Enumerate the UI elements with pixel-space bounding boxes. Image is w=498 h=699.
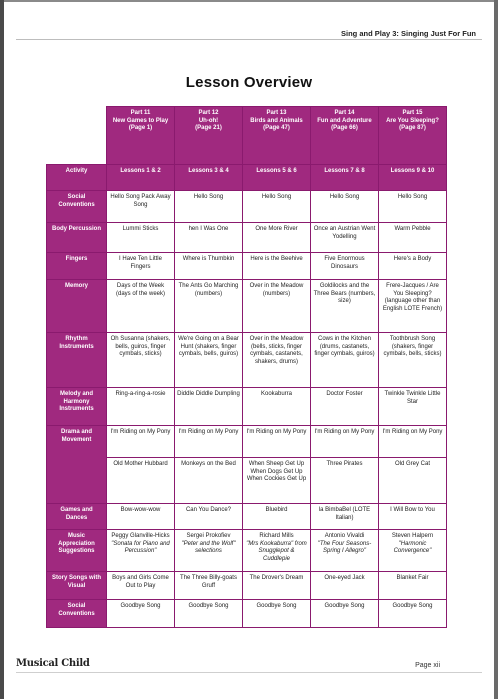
table-row xyxy=(47,458,447,504)
table-cell: Blanket Fair xyxy=(379,572,447,600)
table-cell: Cows in the Kitchen (drums, castanets, finger cymbals, guiros) xyxy=(311,333,379,388)
table-cell: Goodbye Song xyxy=(243,600,311,628)
table-cell: Can You Dance? xyxy=(175,504,243,530)
table-cell: Hello Song Pack Away Song xyxy=(107,191,175,223)
table-row xyxy=(47,600,447,628)
table-cell: Hello Song xyxy=(175,191,243,223)
table-cell: I'm Riding on My Pony xyxy=(379,426,447,458)
table-cell: Five Enormous Dinosaurs xyxy=(311,253,379,280)
table-cell: Goodbye Song xyxy=(107,600,175,628)
table-cell: Kookaburra xyxy=(243,388,311,426)
table-corner xyxy=(47,107,107,165)
table-cell: The Ants Go Marching (numbers) xyxy=(175,280,243,333)
part-header: Part 11 New Games to Play (Page 1) xyxy=(107,107,175,165)
lesson-overview-table xyxy=(46,106,447,628)
table-cell: Doctor Foster xyxy=(311,388,379,426)
table-cell: Boys and Girls Come Out to Play xyxy=(107,572,175,600)
part-header: Part 15 Are You Sleeping? (Page 87) xyxy=(379,107,447,165)
row-label: Fingers xyxy=(47,253,107,280)
table-cell: Warm Pebble xyxy=(379,223,447,253)
table-row xyxy=(47,333,447,388)
table-cell: One-eyed Jack xyxy=(311,572,379,600)
table-cell: Ring-a-ring-a-rosie xyxy=(107,388,175,426)
table-cell: We're Going on a Bear Hunt (shakers, finger cymbals, bells, guiros) xyxy=(175,333,243,388)
footer-divider xyxy=(16,672,482,673)
table-cell: Here is the Beehive xyxy=(243,253,311,280)
table-cell: Oh Susanna (shakers, bells, guiros, finger cymbals, sticks) xyxy=(107,333,175,388)
activity-header: Activity xyxy=(47,165,107,191)
table-cell: Where is Thumbkin xyxy=(175,253,243,280)
window-frame-top xyxy=(4,0,498,2)
table-cell: I'm Riding on My Pony xyxy=(107,426,175,458)
table-cell: Goodbye Song xyxy=(175,600,243,628)
table-cell: One More River xyxy=(243,223,311,253)
table-cell: I Have Ten Little Fingers xyxy=(107,253,175,280)
part-header: Part 12 Uh-oh! (Page 21) xyxy=(175,107,243,165)
table-cell: hen I Was One xyxy=(175,223,243,253)
table-row xyxy=(47,280,447,333)
table-cell: The Three Billy-goats Gruff xyxy=(175,572,243,600)
table-cell: The Drover's Dream xyxy=(243,572,311,600)
table-row xyxy=(47,191,447,223)
table-row xyxy=(47,530,447,572)
table-cell: Monkeys on the Bed xyxy=(175,458,243,504)
row-label: Music Appreciation Suggestions xyxy=(47,530,107,572)
row-label: Games and Dances xyxy=(47,504,107,530)
lesson-header: Lessons 5 & 6 xyxy=(243,165,311,191)
table-cell: Old Grey Cat xyxy=(379,458,447,504)
row-label: Social Conventions xyxy=(47,191,107,223)
table-cell: Here's a Body xyxy=(379,253,447,280)
table-cell: Richard Mills "Mrs Kookaburra" from Snugglepot & Cuddlepie xyxy=(243,530,311,572)
page-number: Page xii xyxy=(415,662,440,669)
table-cell: Toothbrush Song (shakers, finger cymbals, bells, sticks) xyxy=(379,333,447,388)
table-cell: Goodbye Song xyxy=(311,600,379,628)
header-divider xyxy=(16,39,482,40)
part-header: Part 13 Birds and Animals (Page 47) xyxy=(243,107,311,165)
table-row xyxy=(47,388,447,426)
table-cell: Hello Song xyxy=(379,191,447,223)
parts-header-row xyxy=(47,107,447,165)
lesson-header: Lessons 1 & 2 xyxy=(107,165,175,191)
table-cell: I'm Riding on My Pony xyxy=(311,426,379,458)
table-cell: When Sheep Get Up When Dogs Get Up When Cockies Get Up xyxy=(243,458,311,504)
table-cell: Lummi Sticks xyxy=(107,223,175,253)
brand-logo: Musical Child xyxy=(16,658,90,669)
row-label: Social Conventions xyxy=(47,600,107,628)
table-cell: Diddle Diddle Dumpling xyxy=(175,388,243,426)
running-header: Sing and Play 3: Singing Just For Fun xyxy=(340,29,476,38)
table-cell: I Will Bow to You xyxy=(379,504,447,530)
table-cell: I'm Riding on My Pony xyxy=(243,426,311,458)
row-label: Story Songs with Visual xyxy=(47,572,107,600)
row-label: Memory xyxy=(47,280,107,333)
table-cell: Three Pirates xyxy=(311,458,379,504)
table-row xyxy=(47,223,447,253)
table-cell: Peggy Glanville-Hicks "Sonata for Piano and Percussion" xyxy=(107,530,175,572)
lesson-header: Lessons 9 & 10 xyxy=(379,165,447,191)
table-cell: Bow-wow-wow xyxy=(107,504,175,530)
table-cell: Goodbye Song xyxy=(379,600,447,628)
table-row xyxy=(47,572,447,600)
table-cell: Steven Halpern "Harmonic Convergence" xyxy=(379,530,447,572)
table-cell: Antonio Vivaldi "The Four Seasons-Spring I Allegro" xyxy=(311,530,379,572)
row-label: Melody and Harmony Instruments xyxy=(47,388,107,426)
table-cell: Twinkle Twinkle Little Star xyxy=(379,388,447,426)
window-frame-right xyxy=(494,0,498,699)
table-cell: la BimbaBel (LOTE Italian) xyxy=(311,504,379,530)
table-row xyxy=(47,504,447,530)
table-cell: Old Mother Hubbard xyxy=(107,458,175,504)
table-row xyxy=(47,426,447,458)
table-cell: Over in the Meadow (numbers) xyxy=(243,280,311,333)
row-label: Drama and Movement xyxy=(47,426,107,504)
table-cell: I'm Riding on My Pony xyxy=(175,426,243,458)
row-label: Rhythm Instruments xyxy=(47,333,107,388)
table-cell: Goldilocks and the Three Bears (numbers, size) xyxy=(311,280,379,333)
lesson-header: Lessons 3 & 4 xyxy=(175,165,243,191)
row-label: Body Percussion xyxy=(47,223,107,253)
part-header: Part 14 Fun and Adventure (Page 66) xyxy=(311,107,379,165)
table-cell: Frere-Jacques / Are You Sleeping? (language other than English LOTE French) xyxy=(379,280,447,333)
lesson-header: Lessons 7 & 8 xyxy=(311,165,379,191)
table-cell: Hello Song xyxy=(243,191,311,223)
page-title: Lesson Overview xyxy=(185,74,313,91)
table-cell: Bluebird xyxy=(243,504,311,530)
table-cell: Hello Song xyxy=(311,191,379,223)
lessons-row xyxy=(47,165,447,191)
table-cell: Once an Austrian Went Yodelling xyxy=(311,223,379,253)
table-cell: Days of the Week (days of the week) xyxy=(107,280,175,333)
table-cell: Sergei Prokofiev "Peter and the Wolf" selections xyxy=(175,530,243,572)
table-row xyxy=(47,253,447,280)
table-cell: Over in the Meadow (bells, sticks, finger cymbals, castanets, shakers, drums) xyxy=(243,333,311,388)
